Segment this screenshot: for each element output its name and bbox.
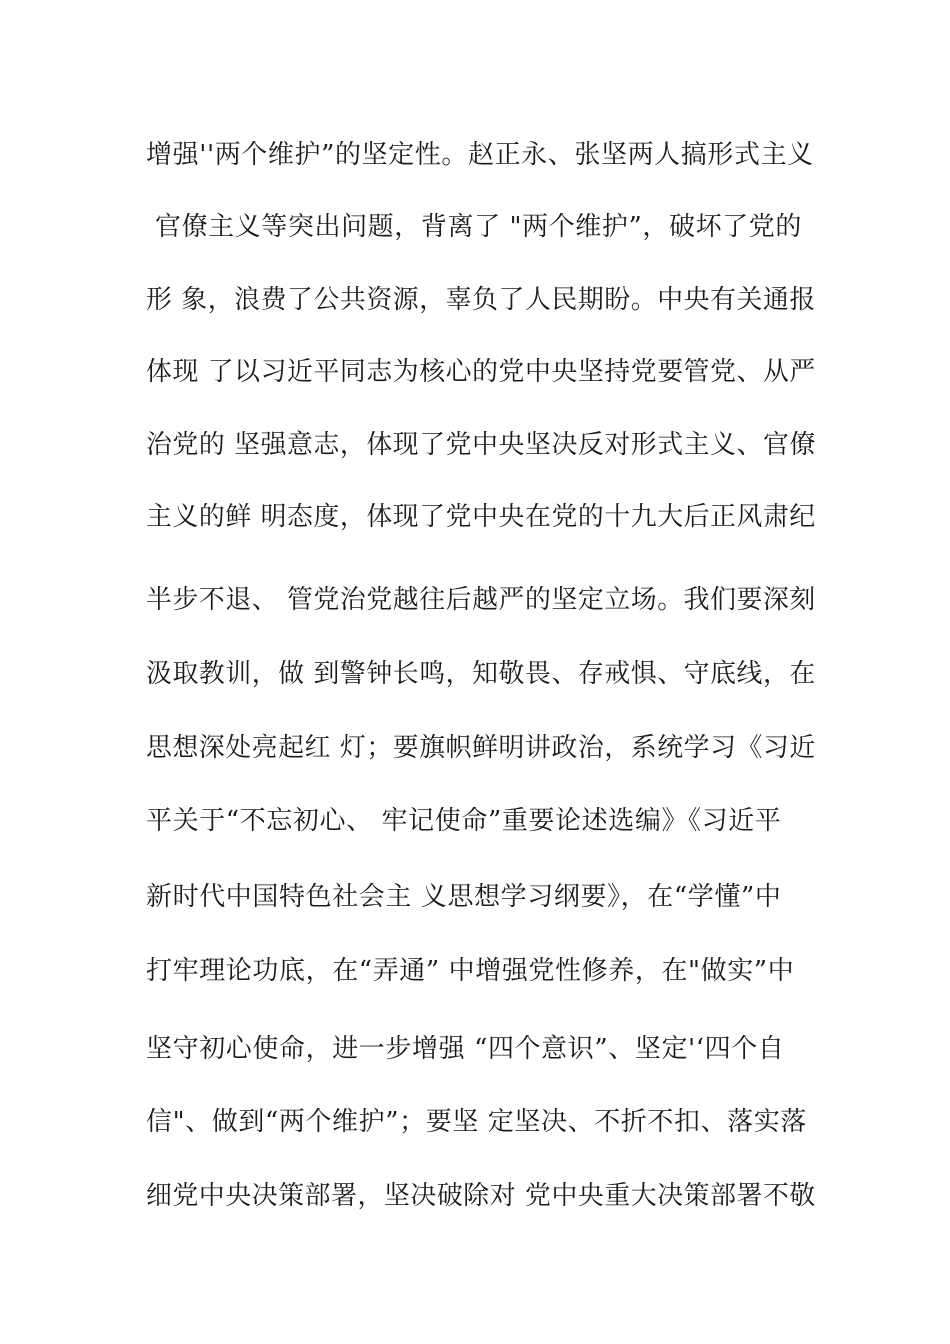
text-line: 坚守初心使命，进一步增强 “四个意识”、坚定'‘四个自 <box>146 1034 785 1064</box>
text-line: 细党中央决策部署，坚决破除对 党中央重大决策部署不敬 <box>146 1181 816 1211</box>
text-line: 主义的鲜 明态度，体现了党中央在党的十九大后正风肃纪 <box>146 502 816 532</box>
text-line: 增强''两个维护”的坚定性。赵正永、张坚两人搞形式主义 <box>146 140 814 170</box>
text-line: 新时代中国特色社会主 义思想学习纲要》，在“学懂”中 <box>146 882 782 912</box>
text-line: 半步不退、 管党治党越往后越严的坚定立场。我们要深刻 <box>146 585 816 615</box>
text-line: 治党的 坚强意志，体现了党中央坚决反对形式主义、官僚 <box>146 430 816 460</box>
text-line: 汲取教训，做 到警钟长鸣，知敬畏、存戒惧、守底线，在 <box>146 659 816 689</box>
text-line: 体现 了以习近平同志为核心的党中央坚持党要管党、从严 <box>146 357 816 387</box>
text-line: 思想深处亮起红 灯；要旗帜鲜明讲政治，系统学习《习近 <box>146 733 816 763</box>
text-line: 官僚主义等突出问题，背离了 "两个维护”，破坏了党的 <box>146 212 802 242</box>
text-line: 打牢理论功底，在“弄通” 中增强党性修养，在"做实”中 <box>146 956 795 986</box>
text-line: 形 象，浪费了公共资源，辜负了人民期盼。中央有关通报 <box>146 285 816 315</box>
text-line: 平关于“不忘初心、 牢记使命”重要论述选编》《习近平 <box>146 806 782 836</box>
text-line: 信"、做到“两个维护”；要坚 定坚决、不折不扣、落实落 <box>146 1107 808 1137</box>
